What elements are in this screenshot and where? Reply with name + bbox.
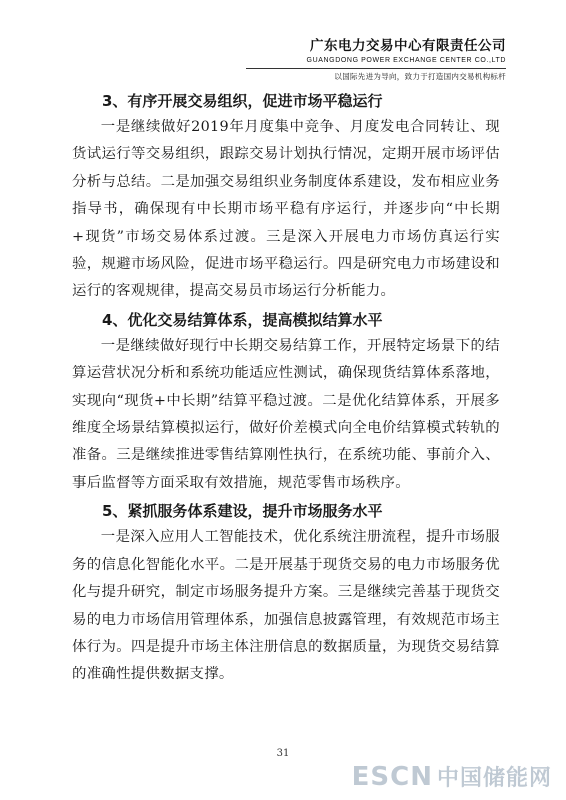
company-name-cn: 广东电力交易中心有限责任公司: [310, 38, 506, 54]
section-title: 5、紧抓服务体系建设，提升市场服务水平: [102, 502, 383, 521]
watermark-logo: [352, 761, 552, 792]
section-paragraph: 一是继续做好2019年月度集中竞争、月度发电合同转让、现货试运行等交易组织，跟踪交易计划执行情况，定期开展市场评估分析与总结。二是加强交易组织业务制度体系建设，发布相应业务指导书，确保现有中长期市场平稳有序运行，并逐步向“中长期+现货”市场交易体系过渡。三是深入开展电力市场仿真运行实验，规避市场风险，促进市场平稳运行。四是研究电力市场建设和运行的客观规律，提高交易员市场运行分析能力。: [72, 119, 500, 300]
section-paragraph: 一是深入应用人工智能技术，优化系统注册流程，提升市场服务的信息化智能化水平。二是开展基于现货交易的电力市场服务优化与提升研究，制定市场服务提升方案。三是继续完善基于现货交易的电力市场信用管理体系，加强信息披露管理，有效规范市场主体行为。四是提升市场主体注册信息的数据质量，为现货交易结算的准确性提供数据支撑。: [72, 529, 500, 683]
header-divider: [246, 68, 506, 69]
watermark-cn: 中国储能网: [436, 766, 552, 791]
body-content: [72, 88, 500, 689]
watermark-escn: ESCN: [351, 761, 433, 792]
page-number: 31: [276, 748, 290, 759]
company-name-en: GUANGDONG POWER EXCHANGE CENTER CO.,LTD: [306, 57, 506, 64]
section-5: [72, 498, 500, 688]
section-title: 4、优化交易结算体系，提高模拟结算水平: [102, 310, 383, 329]
page-header: [246, 38, 506, 82]
company-slogan: 以国际先进为导向，致力于打造国内交易机构标杆: [334, 72, 506, 81]
section-3: [72, 88, 500, 306]
section-title: 3、有序开展交易组织，促进市场平稳运行: [102, 92, 383, 110]
section-4: [72, 307, 500, 497]
section-paragraph: 一是继续做好现行中长期交易结算工作，开展特定场景下的结算运营状况分析和系统功能适应性测试，确保现货结算体系落地，实现向“现货+中长期”结算平稳过渡。二是优化结算体系，开展多维度全场景结算模拟运行，做好价差模式向全电价结算模式转轨的准备。三是继续推进零售结算刚性执行，在系统功能、事前介入、事后监督等方面采取有效措施，规范零售市场秩序。: [72, 337, 500, 491]
